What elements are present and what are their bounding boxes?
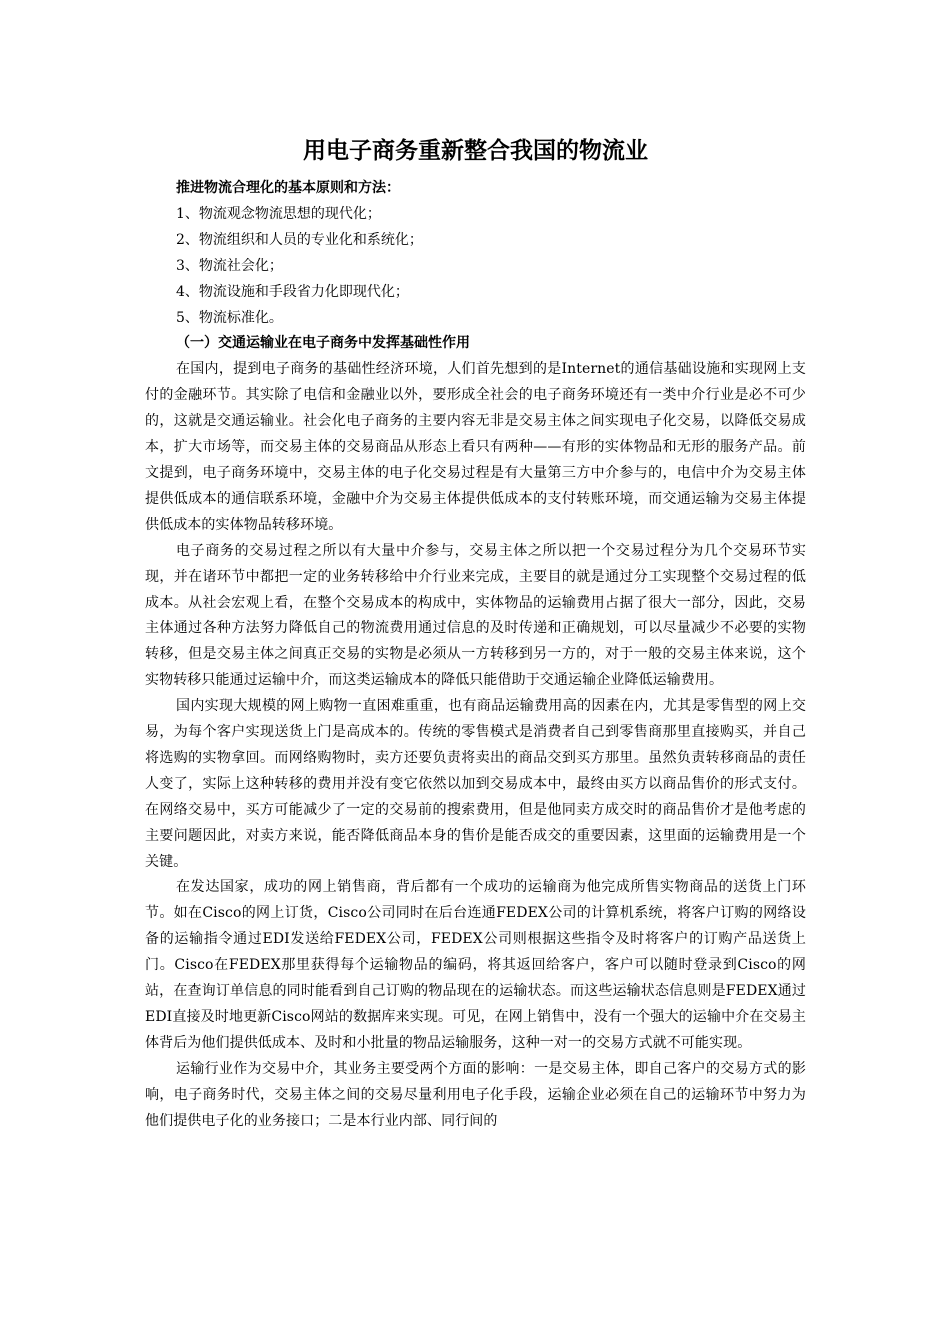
principles-list: [145, 202, 806, 332]
body-paragraph: 在国内，提到电子商务的基础性经济环境，人们首先想到的是Internet的通信基础设施和实现网上支付的金融环节。其实除了电信和金融业以外，要形成全社会的电子商务环境还有一类中介行业是必不可少的，这就是交通运输业。社会化电子商务的主要内容无非是交易主体之间实现电子化交易，以降低交易成本，扩大市场等，而交易主体的交易商品从形态上看只有两种——有形的实体物品和无形的服务产品。前文提到，电子商务环境中，交易主体的电子化交易过程是有大量第三方中介参与的，电信中介为交易主体提供低成本的通信联系环境，金融中介为交易主体提供低成本的支付转账环境，而交通运输为交易主体提供低成本的实体物品转移环境。: [145, 361, 806, 533]
list-item: 4、物流设施和手段省力化即现代化；: [176, 283, 409, 300]
principles-heading: 推进物流合理化的基本原则和方法：: [176, 180, 400, 196]
section-heading: （一）交通运输业在电子商务中发挥基础性作用: [176, 335, 470, 352]
document-title: 用电子商务重新整合我国的物流业: [303, 138, 648, 164]
list-item: 1、物流观念物流思想的现代化；: [176, 205, 381, 222]
body-paragraph: 国内实现大规模的网上购物一直困难重重，也有商品运输费用高的因素在内，尤其是零售型的网上交易，为每个客户实现送货上门是高成本的。传统的零售模式是消费者自己到零售商那里直接购买，并自己将选购的实物拿回。而网络购物时，卖方还要负责将卖出的商品交到买方那里。虽然负责转移商品的责任人变了，实际上这种转移的费用并没有变它依然以加到交易成本中，最终由买方以商品售价的形式支付。在网络交易中，买方可能减少了一定的交易前的搜索费用，但是他同卖方成交时的商品售价才是他考虑的主要问题因此，对卖方来说，能否降低商品本身的售价是能否成交的重要因素，这里面的运输费用是一个关键。: [145, 698, 806, 870]
list-item: 3、物流社会化；: [176, 257, 283, 274]
body-paragraph: 电子商务的交易过程之所以有大量中介参与，交易主体之所以把一个交易过程分为几个交易环节实现，并在诸环节中都把一定的业务转移给中介行业来完成，主要目的就是通过分工实现整个交易过程的低成本。从社会宏观上看，在整个交易成本的构成中，实体物品的运输费用占据了很大一部分，因此，交易主体通过各种方法努力降低自己的物流费用通过信息的及时传递和正确规划，可以尽量减少不必要的实物转移，但是交易主体之间真正交易的实物是必须从一方转移到另一方的，对于一般的交易主体来说，这个实物转移只能通过运输中介，而这类运输成本的降低只能借助于交通运输企业降低运输费用。: [145, 542, 806, 689]
body-paragraph: 运输行业作为交易中介，其业务主要受两个方面的影响：一是交易主体，即自己客户的交易方式的影响，电子商务时代，交易主体之间的交易尽量利用电子化手段，运输企业必须在自己的运输环节中努力为他们提供电子化的业务接口；二是本行业内部、同行间的: [145, 1060, 806, 1129]
list-item: 5、物流标准化。: [176, 309, 283, 326]
list-item: 2、物流组织和人员的专业化和系统化；: [176, 231, 423, 248]
document-page: [145, 134, 806, 1135]
body-paragraph: 在发达国家，成功的网上销售商，背后都有一个成功的运输商为他完成所售实物商品的送货上门环节。如在Cisco的网上订货，Cisco公司同时在后台连通FEDEX公司的计算机系统，将客户订购的网络设备的运输指令通过EDI发送给FEDEX公司，FEDEX公司则根据这些指令及时将客户的订购产品送货上门。Cisco在FEDEX那里获得每个运输物品的编码，将其返回给客户，客户可以随时登录到Cisco的网站，在查询订单信息的同时能看到自己订购的物品现在的运输状态。而这些运输状态信息则是FEDEX通过EDI直接及时地更新Cisco网站的数据库来实现。可见，在网上销售中，没有一个强大的运输中介在交易主体背后为他们提供低成本、及时和小批量的物品运输服务，这种一对一的交易方式就不可能实现。: [145, 879, 806, 1051]
